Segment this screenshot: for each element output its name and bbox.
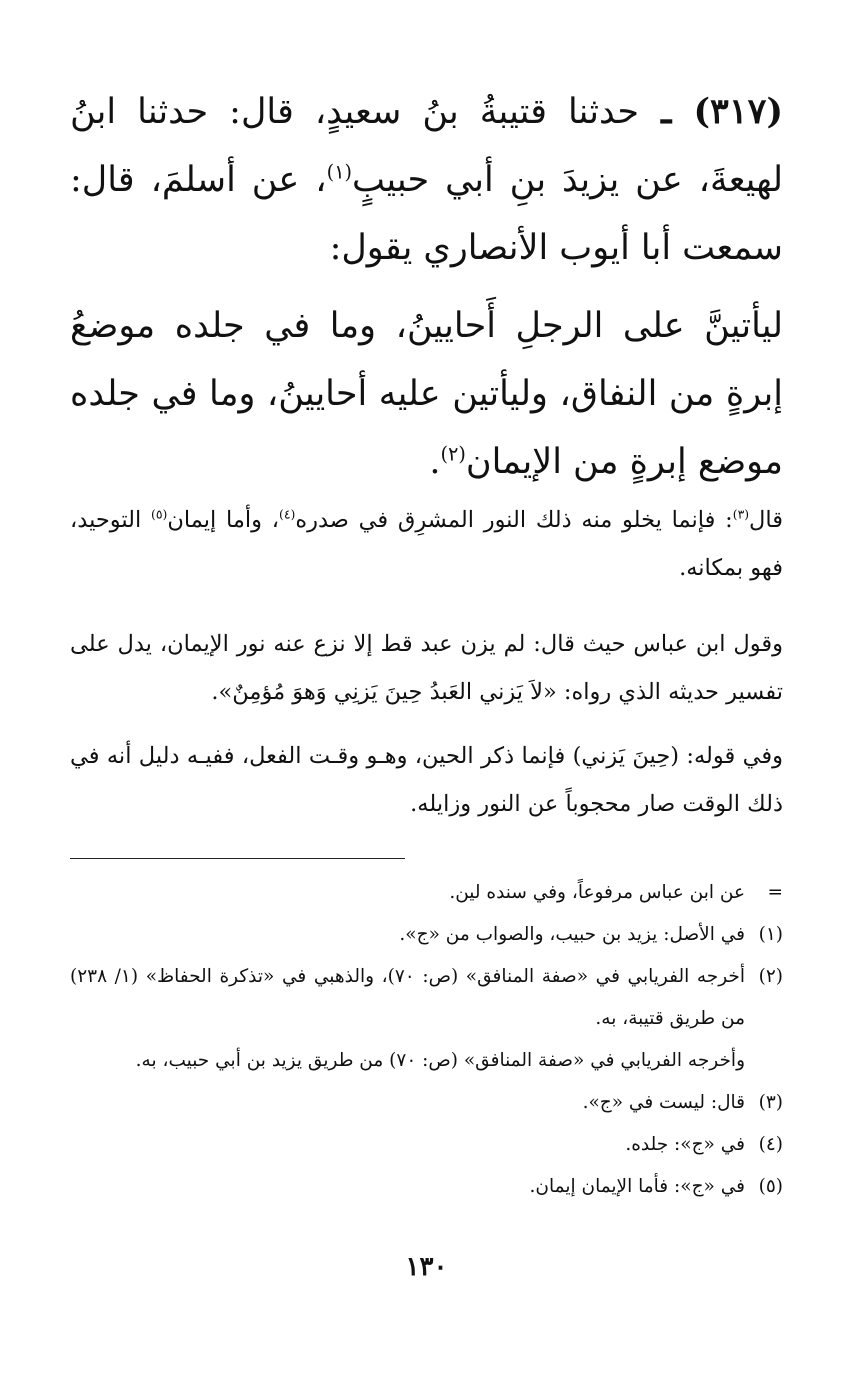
commentary-p1-mid2: ، وأما إيمان bbox=[167, 507, 280, 533]
footnote-item-5 bbox=[70, 1166, 783, 1208]
footnote-mark: (٣) bbox=[758, 1092, 783, 1113]
footnote-item-3 bbox=[70, 1082, 783, 1124]
commentary-paragraph-3: وفي قوله: (حِينَ يَزني) فإنما ذكر الحين، وهـو وقـت الفعل، ففيـه دليل أنه في ذلك الوقت صار محجوباً عن النور وزايله. bbox=[70, 743, 783, 817]
hadith-isnad-part1: حدثنا قتيبةُ بنُ سعيدٍ، قال: حدثنا ابنُ لهيعةَ، عن يزيدَ بنِ أبي حبيبٍ bbox=[70, 92, 783, 200]
footnote-item-2 bbox=[70, 956, 783, 1040]
page-number: ١٣٠ bbox=[405, 1252, 448, 1282]
footnote-text: قال: ليست في «ج». bbox=[582, 1092, 745, 1113]
commentary-paragraph-2: وقول ابن عباس حيث قال: لم يزن عبد قط إلا نزع عنه نور الإيمان، يدل على تفسير حديثه الذي رواه: «لاَ يَزني العَبدُ حِينَ يَزنِي وَهوَ مُؤمِنٌ». bbox=[70, 631, 783, 705]
book-page bbox=[70, 0, 783, 1386]
hadith-matn-text: ليأتينَّ على الرجلِ أَحايينُ، وما في جلده موضعُ إبرةٍ من النفاق، وليأتين عليه أحايينُ، وما في جلده موضع إبرةٍ من الإيمان bbox=[70, 306, 783, 482]
hadith-isnad bbox=[70, 78, 783, 282]
hadith-matn-end: . bbox=[429, 442, 441, 482]
footnote-text: في الأصل: يزيد بن حبيب، والصواب من «ج». bbox=[399, 924, 745, 945]
footnote-mark: (٤) bbox=[758, 1134, 783, 1155]
commentary-p1-end: التوحيد، فهو بمكانه. bbox=[70, 507, 783, 581]
footnote-item-1 bbox=[70, 914, 783, 956]
footnotes-section bbox=[70, 872, 783, 1208]
footnote-ref-4: (٤) bbox=[279, 507, 296, 522]
footnote-text: في «ج»: جلده. bbox=[625, 1134, 745, 1155]
footnote-mark: = bbox=[767, 882, 783, 903]
commentary-p1-start: قال bbox=[749, 507, 783, 533]
footnote-ref-1: (١) bbox=[326, 160, 352, 184]
footnote-mark: (١) bbox=[758, 924, 783, 945]
footnote-text: في «ج»: فأما الإيمان إيمان. bbox=[529, 1176, 745, 1197]
footnote-text: عن ابن عباس مرفوعاً، وفي سنده لين. bbox=[449, 882, 745, 903]
footnote-text: أخرجه الفريابي في «صفة المنافق» (ص: ٧٠)، والذهبي في «تذكرة الحفاظ» (١/ ٢٣٨) من طريق قتيبة، به. bbox=[70, 966, 745, 1029]
footnote-mark: (٢) bbox=[758, 966, 783, 987]
hadith-number: (٣١٧) bbox=[693, 91, 784, 132]
hadith-isnad-part2: ، عن أسلمَ، قال: سمعت أبا أيوب الأنصاري يقول: bbox=[70, 160, 783, 268]
footnote-item-2-continued: وأخرجه الفريابي في «صفة المنافق» (ص: ٧٠) من طريق يزيد بن أبي حبيب، به. bbox=[135, 1050, 745, 1071]
footnote-continuation bbox=[70, 872, 783, 914]
footnote-divider bbox=[70, 858, 405, 859]
footnote-ref-5: (٥) bbox=[151, 507, 168, 522]
commentary-p1-mid: : فإنما يخلو منه ذلك النور المشرِق في صدره bbox=[295, 507, 733, 533]
footnote-ref-3: (٣) bbox=[732, 507, 750, 522]
footnote-mark: (٥) bbox=[758, 1176, 783, 1197]
footnote-item-4 bbox=[70, 1124, 783, 1166]
hadith-dash: ـ bbox=[639, 91, 694, 132]
footnote-ref-2: (٢) bbox=[440, 442, 466, 466]
hadith-matn bbox=[70, 292, 783, 496]
commentary-paragraph-1 bbox=[70, 496, 783, 592]
